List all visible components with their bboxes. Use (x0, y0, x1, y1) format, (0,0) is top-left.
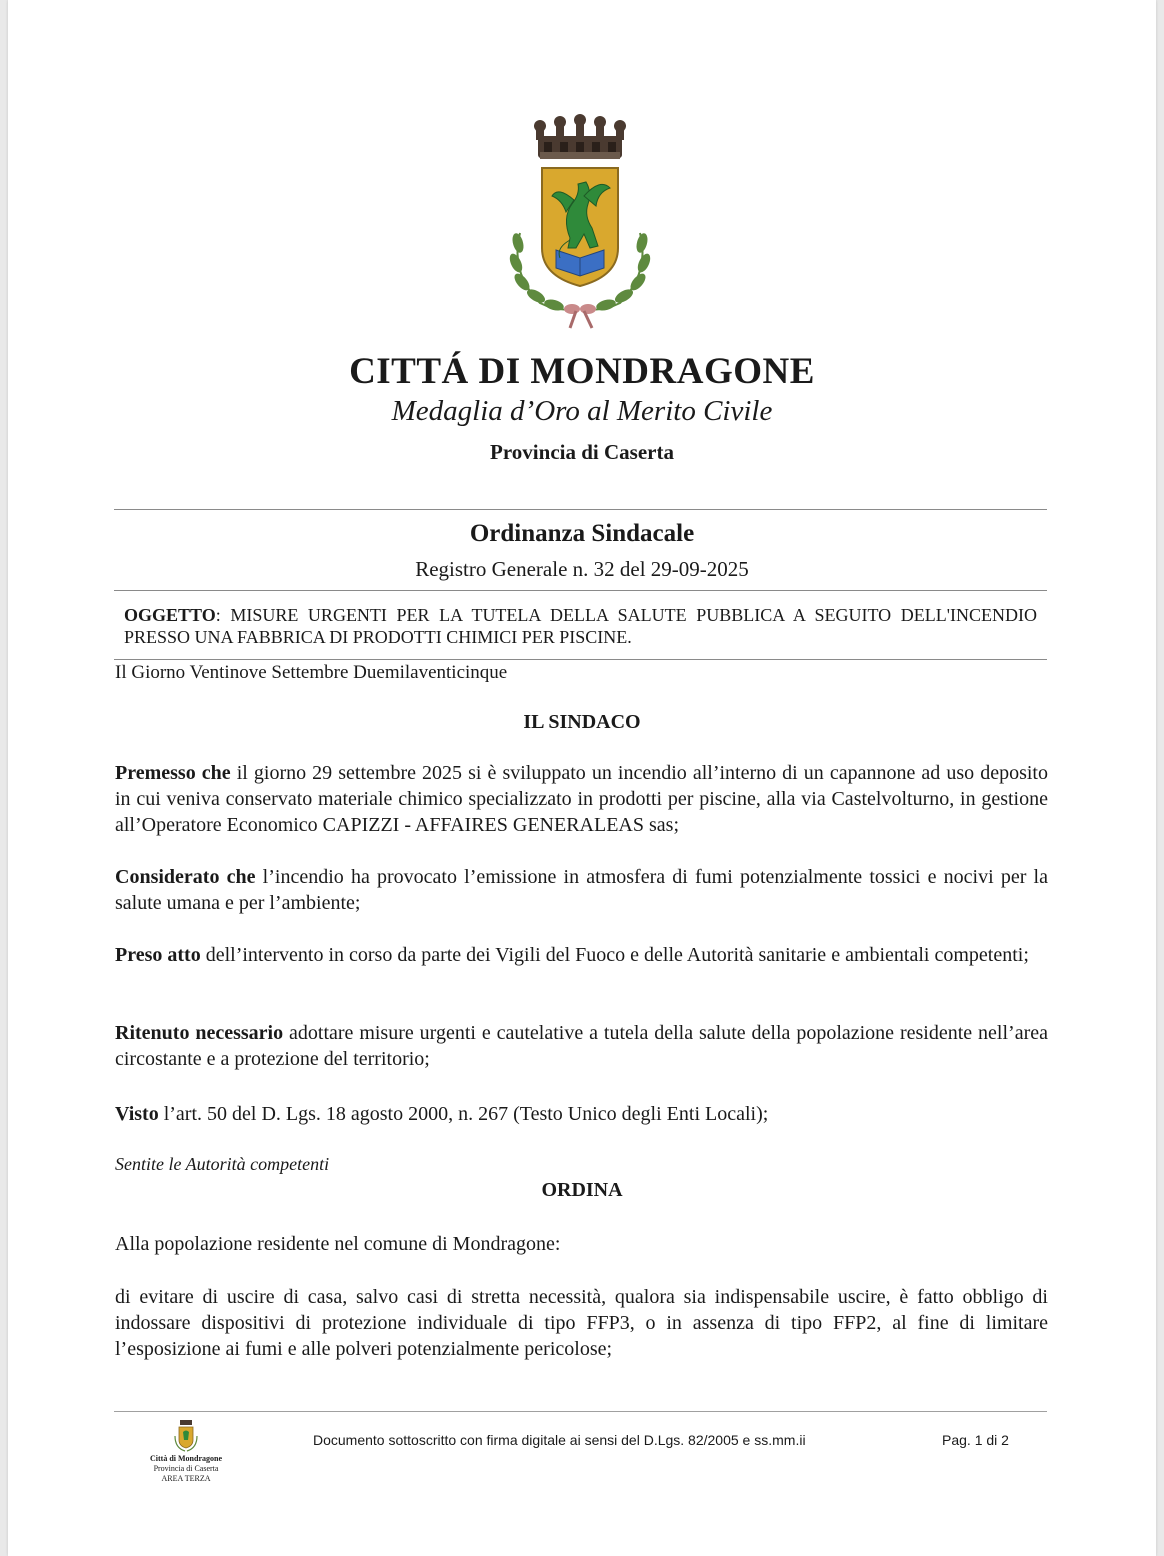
ordinance-title: Ordinanza Sindacale (469, 520, 695, 547)
order-heading: ORDINA (541, 1179, 623, 1201)
city-name: CITTÁ DI MONDRAGONE (349, 351, 815, 392)
footer-logo-line2: Provincia di Caserta (153, 1464, 219, 1473)
recital-lead: Visto (115, 1103, 159, 1125)
subject-block (124, 604, 1037, 648)
subject-text: : MISURE URGENTI PER LA TUTELA DELLA SALUTE PUBBLICA A SEGUITO DELL'INCENDIO PRESSO UNA FABBRICA DI PRODOTTI CHIMICI PER PISCINE. (124, 605, 1037, 647)
recital-lead: Preso atto (115, 944, 201, 966)
recital-text: l’art. 50 del D. Lgs. 18 agosto 2000, n. 267 (Testo Unico degli Enti Locali); (158, 1103, 769, 1125)
coat-of-arms-emblem (500, 108, 660, 338)
footer-logo-line3: AREA TERZA (161, 1474, 211, 1483)
recital-text: dell’intervento in corso da parte dei Vigili del Fuoco e delle Autorità sanitarie e ambientali competenti; (200, 944, 1029, 966)
divider (114, 659, 1047, 660)
recital-ritenuto (115, 1020, 1048, 1072)
footer-logo-line1: Città di Mondragone (150, 1454, 222, 1463)
divider (114, 509, 1047, 510)
recital-visto (115, 1101, 1048, 1127)
date-line: Il Giorno Ventinove Settembre Duemilaventicinque (115, 662, 508, 683)
footer-divider (114, 1411, 1047, 1412)
divider (114, 590, 1047, 591)
recital-lead: Ritenuto necessario (115, 1022, 284, 1044)
page-number: Pag. 1 di 2 (942, 1432, 1009, 1448)
digital-signature-note: Documento sottoscritto con firma digitale ai sensi del D.Lgs. 82/2005 e ss.mm.ii (313, 1432, 806, 1448)
ribbon-icon (564, 304, 596, 328)
heard-authorities-line: Sentite le Autorità competenti (115, 1154, 330, 1174)
recital-considerato (115, 864, 1048, 916)
recital-premesso (115, 760, 1048, 838)
footer-logo (140, 1418, 232, 1484)
mayor-heading: IL SINDACO (523, 711, 641, 733)
subject-label: OGGETTO (124, 605, 216, 625)
order-text: di evitare di uscire di casa, salvo casi di stretta necessità, qualora sia indispensabile uscire, è fatto obbligo di indossare dispositivi di protezione individuale di tipo FFP3, o in assenza di tipo FFP2, al fine di limitare l’esposizione ai fumi e alle polveri potenzialmente pericolose; (115, 1286, 1048, 1360)
recital-lead: Premesso che (115, 762, 231, 784)
recital-text: adottare misure urgenti e cautelative a tutela della salute della popolazione residente nell’area circostante e a protezione del territorio; (115, 1022, 1048, 1070)
recital-preso-atto (115, 942, 1048, 968)
order-intro: Alla popolazione residente nel comune di Mondragone: (115, 1233, 561, 1255)
recital-text: l’incendio ha provocato l’emissione in atmosfera di fumi potenzialmente tossici e nocivi per la salute umana e per l’ambiente; (115, 866, 1048, 914)
mini-coat-of-arms-icon (173, 1418, 199, 1454)
crown-icon (534, 114, 626, 159)
province-name: Provincia di Caserta (490, 440, 674, 464)
ordinance-register: Registro Generale n. 32 del 29-09-2025 (415, 557, 749, 581)
recital-text: il giorno 29 settembre 2025 si è sviluppato un incendio all’interno di un capannone ad uso deposito in cui veniva conservato materiale chimico specializzato in prodotti per piscine, alla via Castelvolturno, in gestione all’Operatore Economico CAPIZZI - AFFAIRES GENERALEAS sas; (115, 762, 1048, 836)
city-motto: Medaglia d’Oro al Merito Civile (391, 395, 773, 427)
recital-lead: Considerato che (115, 866, 256, 888)
